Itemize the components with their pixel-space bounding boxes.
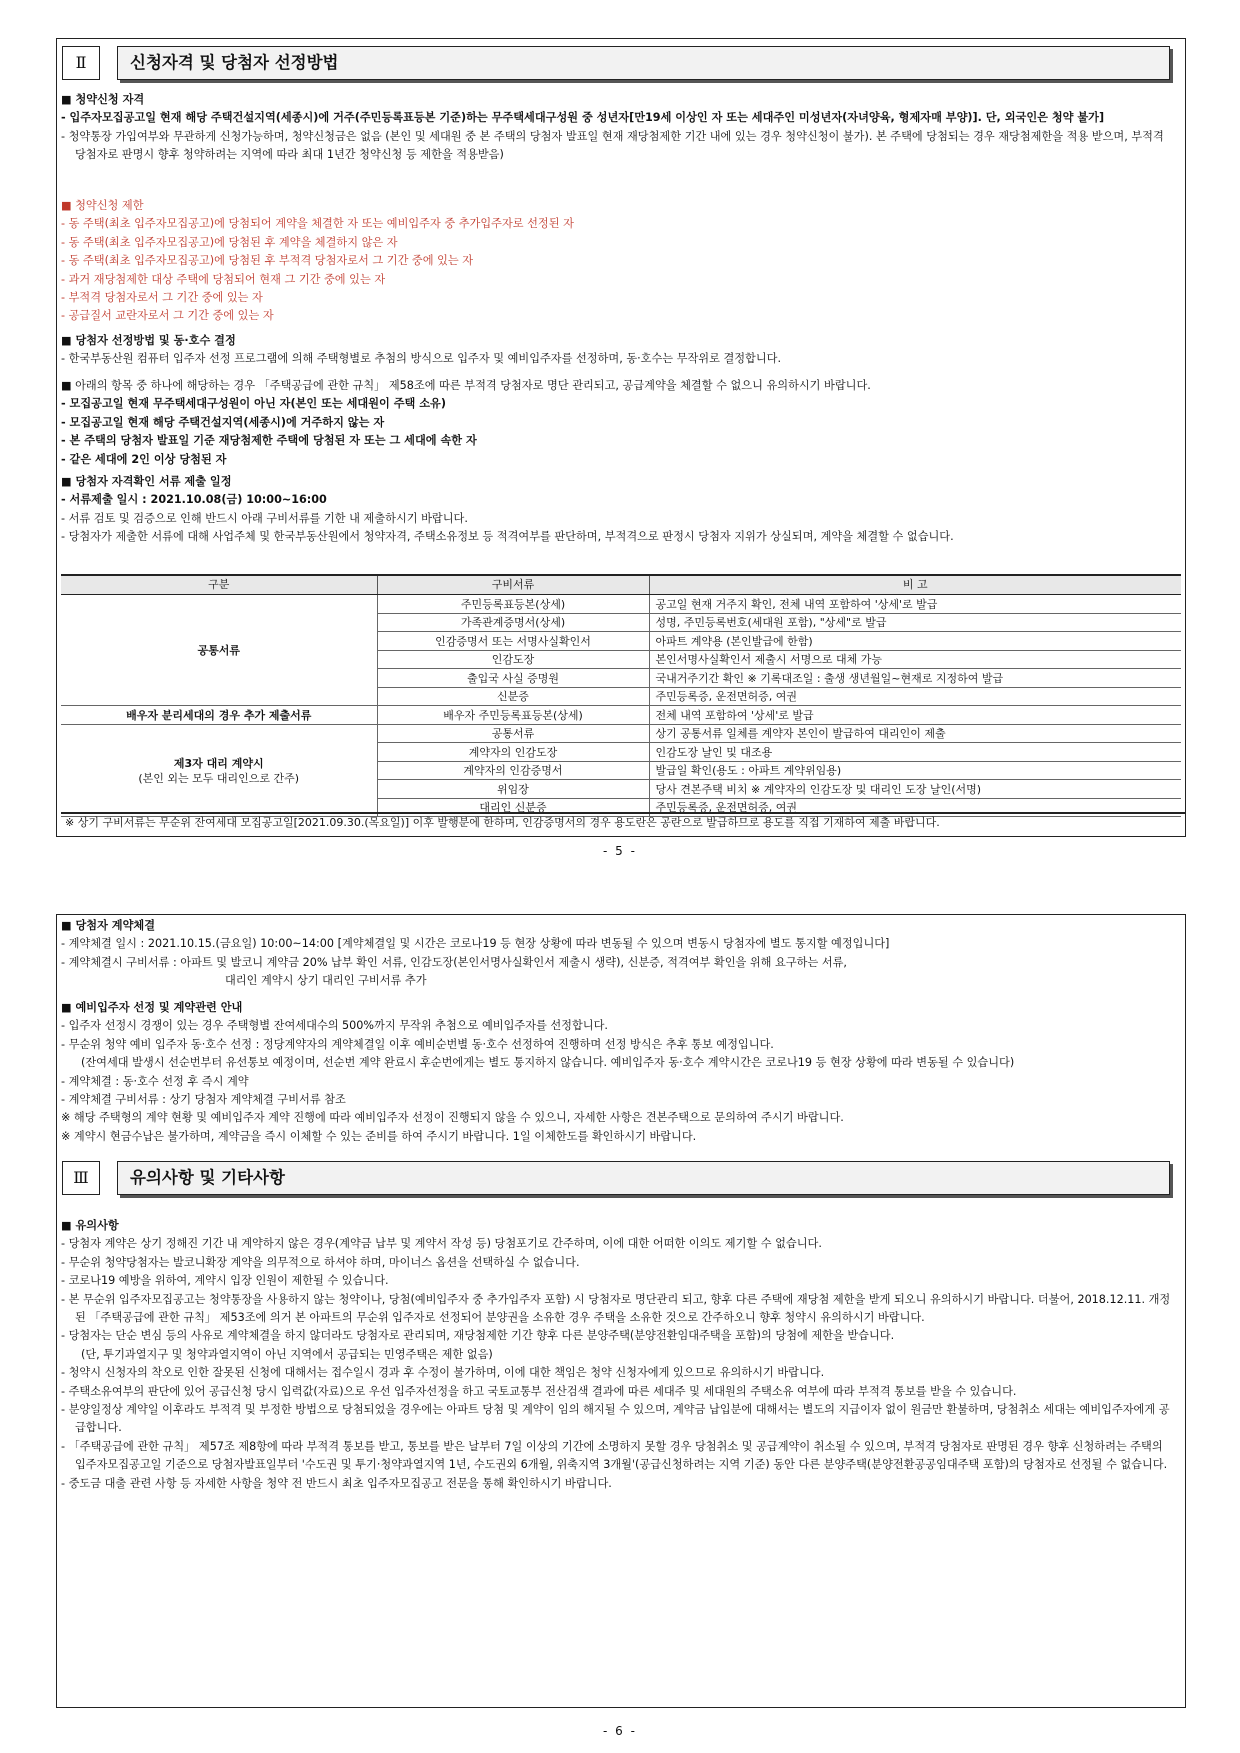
notes-block: [61, 1217, 1177, 1493]
group-proxy-title: 제3자 대리 계약시: [173, 756, 264, 770]
doc-cell: 계약자의 인감도장: [377, 743, 649, 762]
section-number: Ⅱ: [62, 46, 100, 80]
reserve-heading: ■ 예비입주자 선정 및 계약관련 안내: [61, 1001, 243, 1014]
note-cell: 주민등록증, 운전면허증, 여권: [649, 798, 1181, 817]
note-cell: 공고일 현재 거주지 확인, 전체 내역 포함하여 '상세'로 발급: [649, 595, 1181, 614]
note-cell: 본인서명사실확인서 제출시 서명으로 대체 가능: [649, 650, 1181, 669]
note-cell: 성명, 주민등록번호(세대원 포함), "상세"로 발급: [649, 613, 1181, 632]
list-item: - 부적격 당첨자로서 그 기간 중에 있는 자: [61, 291, 263, 305]
section-number: Ⅲ: [62, 1161, 100, 1195]
contract-block: [61, 917, 1177, 991]
qualification-block: [61, 91, 1177, 165]
list-item: - 서류제출 일시 : 2021.10.08(금) 10:00~16:00: [61, 493, 327, 507]
list-item: - 무순위 청약당첨자는 발코니확장 계약을 의무적으로 하셔야 하며, 마이너스 옵션을 선택하실 수 없습니다.: [61, 1255, 580, 1269]
list-item: - 과거 재당첨제한 대상 주택에 당첨되어 현재 그 기간 중에 있는 자: [61, 272, 386, 286]
table-row: [61, 706, 1181, 725]
list-item: - 중도금 대출 관련 사항 등 자세한 사항을 청약 전 반드시 최초 입주자모집공고 전문을 통해 확인하시기 바랍니다.: [61, 1476, 612, 1490]
documents-heading: ■ 당첨자 자격확인 서류 제출 일정: [61, 475, 232, 488]
list-item: - 당첨자는 단순 변심 등의 사유로 계약체결을 하지 않더라도 당첨자로 관리되며, 재당첨제한 기간 향후 다른 분양주택(분양전환임대주택을 포함)의 당첨에 제한을 받습니다.: [61, 1329, 895, 1343]
list-item: - 코로나19 예방을 위하여, 계약시 입장 인원이 제한될 수 있습니다.: [61, 1274, 389, 1288]
list-item-note: (잔여세대 발생시 선순번부터 유선통보 예정이며, 선순번 계약 완료시 후순번에게는 별도 통지하지 않습니다. 예비입주자 동·호수 계약시간은 코로나19 등 현장 상황에 따라 변동될 수 있습니다): [81, 1056, 1015, 1070]
list-item: - 동 주택(최초 입주자모집공고)에 당첨된 후 계약을 체결하지 않은 자: [61, 235, 398, 249]
list-item: - 동 주택(최초 입주자모집공고)에 당첨되어 계약을 체결한 자 또는 예비입주자 중 추가입주자로 선정된 자: [61, 217, 574, 231]
doc-cell: 주민등록표등본(상세): [377, 595, 649, 614]
restriction-block: [61, 197, 1177, 326]
group-spouse: 배우자 분리세대의 경우 추가 제출서류: [61, 706, 377, 725]
list-item: - 모집공고일 현재 해당 주택건설지역(세종시)에 거주하지 않는 자: [61, 415, 385, 429]
column-header: 구비서류: [377, 575, 649, 595]
list-item: - 계약체결 구비서류 : 상기 당첨자 계약체결 구비서류 참조: [61, 1093, 346, 1107]
section-header: [62, 1161, 1170, 1199]
contract-heading: ■ 당첨자 계약체결: [61, 919, 156, 932]
list-item: - 동 주택(최초 입주자모집공고)에 당첨된 후 부적격 당첨자로서 그 기간 중에 있는 자: [61, 254, 474, 268]
list-item: - 청약시 신청자의 착오로 인한 잘못된 신청에 대해서는 접수일시 경과 후 수정이 불가하며, 이에 대한 책임은 청약 신청자에게 있으므로 유의하시기 바랍니다.: [61, 1366, 825, 1380]
group-proxy-subtitle: (본인 외는 모두 대리인으로 간주): [138, 771, 300, 785]
restriction-heading: ■ 청약신청 제한: [61, 199, 144, 212]
doc-cell: 위임장: [377, 780, 649, 799]
group-proxy: [61, 724, 377, 817]
list-item: - 계약체결 : 동·호수 선정 후 즉시 계약: [61, 1074, 249, 1088]
section-title: 유의사항 및 기타사항: [117, 1161, 1170, 1195]
doc-cell: 인감도장: [377, 650, 649, 669]
note-cell: 인감도장 날인 및 대조용: [649, 743, 1181, 762]
reserve-block: [61, 999, 1177, 1146]
note-cell: 국내거주기간 확인 ※ 기록대조일 : 출생 생년월일~현재로 지정하여 발급: [649, 669, 1181, 688]
contract-documents: - 계약체결시 구비서류 : 아파트 및 발코니 계약금 20% 납부 확인 서류, 인감도장(본인서명사실확인서 제출시 생략), 신분증, 적격여부 확인을 위해 요구하는 서류,: [61, 955, 847, 969]
contract-documents-cont: 대리인 계약시 상기 대리인 구비서류 추가: [225, 974, 427, 988]
page-5: [56, 38, 1186, 837]
section-header: [62, 46, 1170, 84]
list-item: - 입주자 선정시 경쟁이 있는 경우 주택형별 잔여세대수의 500%까지 무작위 추첨으로 예비입주자를 선정합니다.: [61, 1019, 608, 1033]
page-number: - 5 -: [603, 844, 637, 858]
contract-schedule: - 계약체결 일시 : 2021.10.15.(금요일) 10:00~14:00 [계약체결일 및 시간은 코로나19 등 현장 상황에 따라 변동될 수 있으며 변동시 당첨자에 별도 통지할 예정입니다]: [61, 937, 890, 951]
list-item: - 본 무순위 입주자모집공고는 청약통장을 사용하지 않는 청약이나, 당첨(예비입주자 중 추가입주자 포함) 시 당첨자로 명단관리 되고, 향후 다른 주택에 재당첨 제한을 받게 되오니 유의하시기 바랍니다. 더불어, 2018.12.11. 개정된 「주택공급에 관한 규칙」 제53조에 의거 본 아파트의 무순위 입주자로 선정되어 분양권을 소유한 경우 주택을 소유한 것으로 간주하오니 향후 청약시 유의하시기 바랍니다.: [61, 1292, 1171, 1325]
list-item: ※ 해당 주택형의 계약 현황 및 예비입주자 계약 진행에 따라 예비입주자 선정이 진행되지 않을 수 있으니, 자세한 사항은 견본주택으로 문의하여 주시기 바랍니다.: [61, 1111, 844, 1125]
documents-block: [61, 473, 1177, 547]
doc-cell: 계약자의 인감증명서: [377, 761, 649, 780]
note-cell: 당사 견본주택 비치 ※ 계약자의 인감도장 및 대리인 도장 날인(서명): [649, 780, 1181, 799]
qualification-heading: ■ 청약신청 자격: [61, 93, 145, 106]
note-cell: 아파트 계약용 (본인발급에 한함): [649, 632, 1181, 651]
column-header: 구분: [61, 575, 377, 595]
notes-heading: ■ 유의사항: [61, 1219, 119, 1232]
note-cell: 발급일 확인(용도 : 아파트 계약위임용): [649, 761, 1181, 780]
doc-cell: 신분증: [377, 687, 649, 706]
note-cell: 전체 내역 포함하여 '상세'로 발급: [649, 706, 1181, 725]
list-item-note: (단, 투기과열지구 및 청약과열지역이 아닌 지역에서 공급되는 민영주택은 제한 없음): [81, 1347, 493, 1361]
table-row: [61, 595, 1181, 614]
group-common: 공통서류: [61, 595, 377, 706]
doc-cell: 가족관계증명서(상세): [377, 613, 649, 632]
list-item: - 청약통장 가입여부와 무관하게 신청가능하며, 청약신청금은 없음 (본인 및 세대원 중 본 주택의 당첨자 발표일 현재 재당첨제한 기간 내에 있는 경우 청약신청이 불가). 본 주택에 당첨되는 경우 재당첨제한을 적용 받으며, 부적격 당첨자로 판명시 향후 청약하려는 지역에 따라 최대 1년간 청약신청 등 제한을 적용받음): [61, 129, 1164, 162]
note-cell: 주민등록증, 운전면허증, 여권: [649, 687, 1181, 706]
doc-cell: 배우자 주민등록표등본(상세): [377, 706, 649, 725]
doc-cell: 출입국 사실 증명원: [377, 669, 649, 688]
doc-cell: 인감증명서 또는 서명사실확인서: [377, 632, 649, 651]
list-item: - 주택소유여부의 판단에 있어 공급신청 당시 입력값(자료)으로 우선 입주자선정을 하고 국토교통부 전산검색 결과에 따른 세대주 및 세대원의 주택소유 여부에 따라 부적격 통보를 받을 수 있습니다.: [61, 1384, 1017, 1398]
list-item: - 같은 세대에 2인 이상 당첨된 자: [61, 452, 227, 466]
note-cell: 상기 공통서류 일체를 계약자 본인이 발급하여 대리인이 제출: [649, 724, 1181, 743]
page-number: - 6 -: [603, 1724, 637, 1738]
documents-table: [61, 574, 1181, 817]
selection-block: [61, 332, 1177, 369]
selection-heading: ■ 당첨자 선정방법 및 동·호수 결정: [61, 334, 236, 347]
list-item: - 당첨자 계약은 상기 정해진 기간 내 계약하지 않은 경우(계약금 납부 및 계약서 작성 등) 당첨포기로 간주하며, 이에 대한 어떠한 이의도 제기할 수 없습니다.: [61, 1237, 822, 1251]
list-item: - 분양일정상 계약일 이후라도 부적격 및 부정한 방법으로 당첨되었을 경우에는 아파트 당첨 및 계약이 임의 해지될 수 있으며, 계약금 납입분에 대해서는 별도의 지급이자 없이 원금만 환불하며, 당첨취소 세대는 예비입주자에게 공급합니다.: [61, 1403, 1170, 1435]
ineligible-heading: ■ 아래의 항목 중 하나에 해당하는 경우 「주택공급에 관한 규칙」 제58조에 따른 부적격 당첨자로 명단 관리되고, 공급계약을 체결할 수 없으니 유의하시기 바랍니다.: [61, 379, 871, 392]
table-footnote: ※ 상기 구비서류는 무순위 잔여세대 모집공고일[2021.09.30.(목요일)] 이후 발행분에 한하며, 인감증명서의 경우 용도란은 공란으로 발급하므로 용도를 직접 기재하여 제출 바랍니다.: [61, 812, 1185, 832]
section-title: 신청자격 및 당첨자 선정방법: [117, 46, 1170, 80]
list-item: ※ 계약시 현금수납은 불가하며, 계약금을 즉시 이체할 수 있는 준비를 하여 주시기 바랍니다. 1일 이체한도를 확인하시기 바랍니다.: [61, 1129, 697, 1143]
doc-cell: 공통서류: [377, 724, 649, 743]
list-item: - 공급질서 교란자로서 그 기간 중에 있는 자: [61, 309, 274, 323]
page-6: [56, 914, 1186, 1708]
list-item: - 「주택공급에 관한 규칙」 제57조 제8항에 따라 부적격 통보를 받고, 통보를 받은 날부터 7일 이상의 기간에 소명하지 못할 경우 당첨취소 및 공급계약이 취소될 수 있으며, 부적격 당첨자로 판명된 경우 향후 신청하려는 주택의 입주자모집공고일 기준으로 당첨자발표일부터 '수도권 및 투기·청약과열지역 1년, 수도권외 6개월, 위축지역 3개월'(공급신청하려는 지역 기준) 동안 다른 분양주택(분양전환공공임대주택 포함)의 당첨자로 선정될 수 없습니다.: [61, 1439, 1168, 1472]
list-item: - 입주자모집공고일 현재 해당 주택건설지역(세종시)에 거주(주민등록표등본 기준)하는 무주택세대구성원 중 성년자[만19세 이상인 자 또는 세대주인 미성년자(자녀양육, 형제자매 부양)]. 단, 외국인은 청약 불가]: [61, 111, 1105, 125]
list-item: - 서류 검토 및 검증으로 인해 반드시 아래 구비서류를 기한 내 제출하시기 바랍니다.: [61, 511, 468, 525]
table-header-row: [61, 575, 1181, 595]
list-item: - 한국부동산원 컴퓨터 입주자 선정 프로그램에 의해 주택형별로 추첨의 방식으로 입주자 및 예비입주자를 선정하며, 동·호수는 무작위로 결정합니다.: [61, 352, 782, 366]
table-row: [61, 724, 1181, 743]
list-item: - 본 주택의 당첨자 발표일 기준 재당첨제한 주택에 당첨된 자 또는 그 세대에 속한 자: [61, 434, 477, 448]
ineligible-block: [61, 377, 1177, 469]
list-item: - 모집공고일 현재 무주택세대구성원이 아닌 자(본인 또는 세대원이 주택 소유): [61, 397, 446, 411]
list-item: - 당첨자가 제출한 서류에 대해 사업주체 및 한국부동산원에서 청약자격, 주택소유정보 등 적격여부를 판단하며, 부적격으로 판정시 당첨자 지위가 상실되며, 계약을 체결할 수 없습니다.: [61, 530, 954, 544]
column-header: 비 고: [649, 575, 1181, 595]
doc-cell: 대리인 신분증: [377, 798, 649, 817]
list-item: - 무순위 청약 예비 입주자 동·호수 선정 : 정당계약자의 계약체결일 이후 예비순번별 동·호수 선정하여 진행하며 선정 방식은 추후 통보 예정입니다.: [61, 1037, 774, 1051]
